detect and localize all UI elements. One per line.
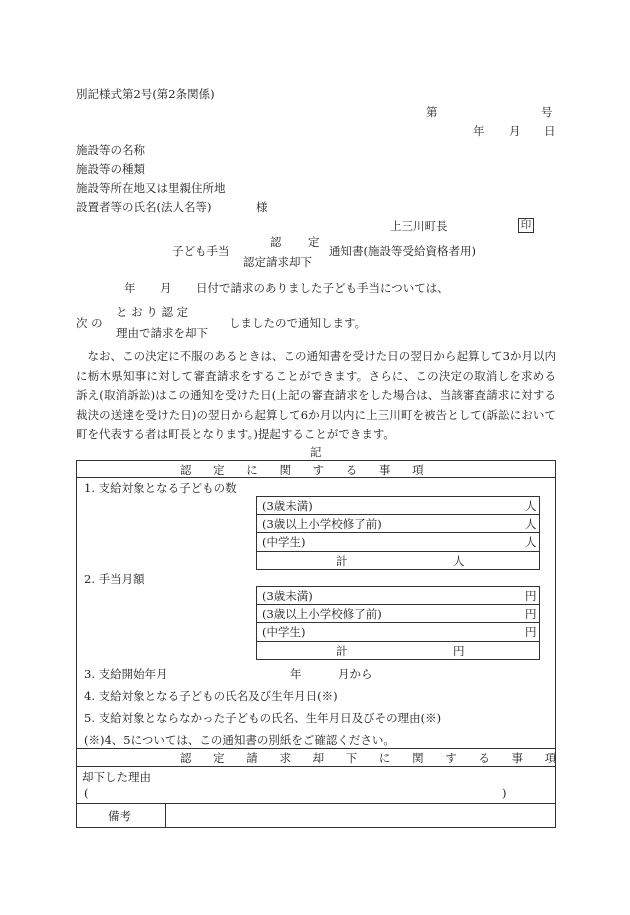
facility-type-label: 施設等の種類 [76,162,145,176]
body-line2-option-bottom: 理由で請求を却下 [116,326,208,340]
amount-total-label: 計 [336,644,348,658]
count-total-unit: 人 [453,554,465,568]
body-line2-prefix: 次 の [76,316,103,330]
issuer-title: 上三川町長 [390,219,448,233]
count-row-label: (中学生) [262,535,306,549]
item3-year: 年 [290,667,302,681]
divider [76,748,556,749]
amount-total-unit: 円 [453,644,465,658]
facility-address-label: 施設等所在地又は里親住所地 [76,181,226,195]
body-line1-text: 日付で請求のありました子ども手当については、 [196,281,449,295]
title-prefix: 子ども手当 [172,244,230,258]
honorific: 様 [256,200,268,214]
body-year: 年 [124,281,136,295]
item5-label: 5. 支給対象とならなかった子どもの氏名、生年月日及びその理由(※) [84,711,442,725]
count-row-label: (3歳以上小学校修了前) [262,517,382,531]
title-option-top-2: 定 [308,235,320,249]
divider [256,514,540,515]
amount-row-unit: 円 [525,589,537,603]
title-suffix: 通知書(施設等受給資格者用) [329,244,476,258]
ki-label: 記 [310,445,322,459]
seal-mark: 印 [518,218,534,233]
amount-row-unit: 円 [525,625,537,639]
rejection-reason-label: 却下した理由 [82,770,151,784]
table-note: (※)4、5については、この通知書の別紙をご確認ください。 [84,733,395,747]
number-label: 第 [426,105,438,119]
count-row-unit: 人 [525,499,537,513]
divider [76,803,556,804]
item2-label: 2. 手当月額 [84,572,145,586]
amount-row-label: (3歳未満) [262,589,313,603]
title-option-top: 認 [270,235,282,249]
count-row-unit: 人 [525,517,537,531]
amount-row-label: (中学生) [262,625,306,639]
divider [76,766,556,767]
divider [76,477,556,478]
paren-close: ) [502,786,507,800]
number-suffix: 号 [541,105,553,119]
divider [165,803,166,828]
item3-month: 月から [338,667,373,681]
remarks-label: 備考 [108,809,131,823]
count-row-label: (3歳未満) [262,499,313,513]
date-year: 年 [473,124,485,138]
body-month: 月 [160,281,172,295]
section1-header: 認 定 に 関 す る 事 項 [180,463,433,477]
date-month: 月 [509,124,521,138]
divider [256,622,540,623]
section2-header: 認 定 請 求 却 下 に 関 す る 事 項 [180,751,566,765]
date-day: 日 [544,124,556,138]
body-line2-option-top: と お り 認 定 [116,305,189,319]
divider [256,532,540,533]
facility-name-label: 施設等の名称 [76,143,145,157]
item1-label: 1. 支給対象となる子どもの数 [84,481,237,495]
divider [256,551,540,552]
form-id: 別記様式第2号(第2条関係) [76,87,215,101]
count-row-unit: 人 [525,535,537,549]
body-line2-suffix: しましたので通知します。 [229,316,367,330]
divider [256,641,540,642]
amount-row-unit: 円 [525,607,537,621]
amount-row-label: (3歳以上小学校修了前) [262,607,382,621]
title-option-bottom: 認定請求却下 [243,255,312,269]
founder-name-label: 設置者等の氏名(法人名等) [76,200,212,214]
item4-label: 4. 支給対象となる子どもの氏名及び生年月日(※) [84,689,338,703]
item3-label: 3. 支給開始年月 [84,667,168,681]
divider [256,604,540,605]
appeal-notice: なお、この決定に不服のあるときは、この通知書を受けた日の翌日から起算して3か月以内に栃木県知事に対して審査請求をすることができます。さらに、この決定の取消しを求める訴え(取消訴訟)はこの通知を受けた日(上記の審査請求をした場合は、当該審査請求に対する裁決の送達を受けた日)の翌日から起算して6か月以内に上三川町を被告として(訴訟において町を代表する者は町長となります。)提起することができます。 [76,349,556,441]
count-total-label: 計 [336,554,348,568]
paren-open: ( [84,786,89,800]
